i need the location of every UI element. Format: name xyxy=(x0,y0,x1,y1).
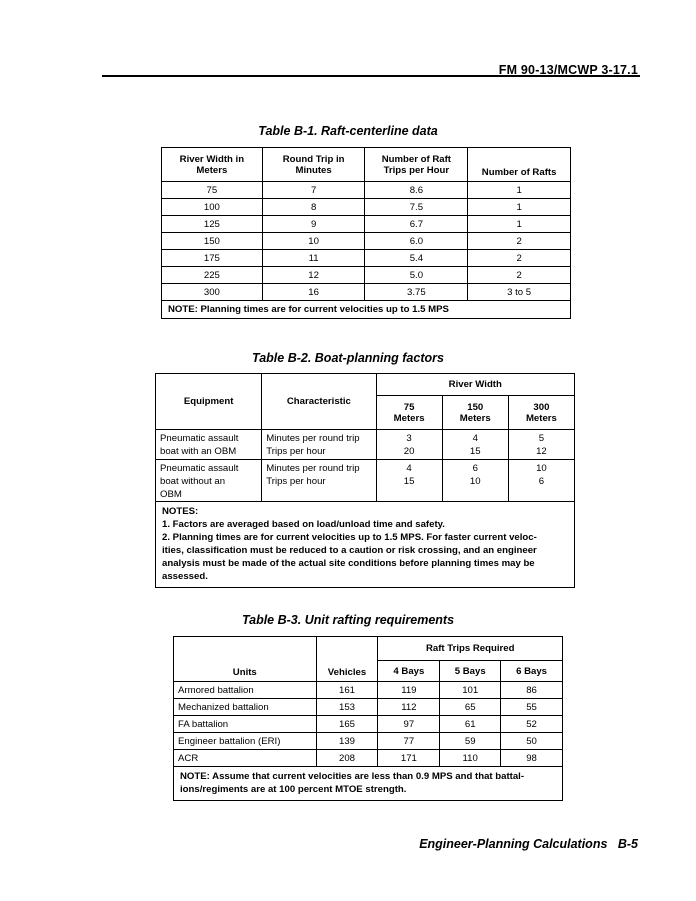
table-cell: 110 xyxy=(440,750,501,767)
table-cell: 101 xyxy=(440,682,501,699)
table-cell: 2 xyxy=(468,233,571,250)
table1-note: NOTE: Planning times are for current velocities up to 1.5 MPS xyxy=(162,301,571,319)
table-cell: 225 xyxy=(162,267,263,284)
table-row xyxy=(162,233,571,250)
table-cell: 119 xyxy=(378,682,440,699)
t3-header-vehicles: Vehicles xyxy=(316,637,378,682)
table-cell: 300 xyxy=(162,284,263,301)
table-cell: 3 to 5 xyxy=(468,284,571,301)
table3-caption: Table B-3. Unit rafting requirements xyxy=(241,613,455,627)
table-cell: 7 xyxy=(262,182,365,199)
table-cell: 9 xyxy=(262,216,365,233)
table-cell: 2 xyxy=(468,267,571,284)
table-cell: 55 xyxy=(501,699,563,716)
table-cell: 50 xyxy=(501,733,563,750)
table1-caption: Table B-1. Raft-centerline data xyxy=(258,124,438,138)
t2-equipment-obm: Pneumatic assault boat with an OBM xyxy=(156,430,262,460)
t1-header-num-rafts: Number of Rafts xyxy=(468,148,571,182)
table-cell: 5 12 xyxy=(508,430,574,460)
t2-header-300m: 300 Meters xyxy=(508,396,574,430)
table-cell: 125 xyxy=(162,216,263,233)
table-row xyxy=(174,682,563,699)
table-cell: Armored battalion xyxy=(174,682,317,699)
t3-header-6-bays: 6 Bays xyxy=(501,661,563,682)
table-cell: 12 xyxy=(262,267,365,284)
table-cell: 61 xyxy=(440,716,501,733)
table2 xyxy=(155,373,575,588)
table-row xyxy=(156,460,575,502)
t2-characteristics: Minutes per round trip Trips per hour xyxy=(262,460,376,502)
table-cell: Engineer battalion (ERI) xyxy=(174,733,317,750)
table-cell: 65 xyxy=(440,699,501,716)
table-cell: 3 20 xyxy=(376,430,442,460)
table-cell: 6 10 xyxy=(442,460,508,502)
table-cell: 161 xyxy=(316,682,378,699)
table-cell: 8.6 xyxy=(365,182,468,199)
table-row xyxy=(162,284,571,301)
table-cell: 175 xyxy=(162,250,263,267)
table-cell: 1 xyxy=(468,216,571,233)
table-cell: 86 xyxy=(501,682,563,699)
table-row xyxy=(174,699,563,716)
t2-characteristics: Minutes per round trip Trips per hour xyxy=(262,430,376,460)
t2-header-characteristic: Characteristic xyxy=(262,374,376,430)
table-cell: 10 6 xyxy=(508,460,574,502)
header-rule xyxy=(102,75,640,77)
table-cell: FA battalion xyxy=(174,716,317,733)
footer-section-title: Engineer-Planning Calculations xyxy=(419,837,608,851)
table-cell: 5.4 xyxy=(365,250,468,267)
table-cell: 11 xyxy=(262,250,365,267)
t2-header-150m: 150 Meters xyxy=(442,396,508,430)
table-cell: 7.5 xyxy=(365,199,468,216)
table-cell: 6.0 xyxy=(365,233,468,250)
table-cell: 75 xyxy=(162,182,263,199)
table-cell: 139 xyxy=(316,733,378,750)
t3-header-raft-trips: Raft Trips Required xyxy=(378,637,563,661)
t2-header-equipment: Equipment xyxy=(156,374,262,430)
table-cell: 208 xyxy=(316,750,378,767)
page-footer xyxy=(419,837,638,851)
table2-caption: Table B-2. Boat-planning factors xyxy=(252,351,444,365)
t3-header-5-bays: 5 Bays xyxy=(440,661,501,682)
table-row xyxy=(162,199,571,216)
table-cell: 77 xyxy=(378,733,440,750)
table-row xyxy=(162,182,571,199)
table-cell: 5.0 xyxy=(365,267,468,284)
page-number: B-5 xyxy=(617,837,638,851)
table-cell: 98 xyxy=(501,750,563,767)
table-row xyxy=(174,716,563,733)
table-cell: 1 xyxy=(468,199,571,216)
t2-header-river-width: River Width xyxy=(376,374,574,396)
t1-header-raft-trips: Number of Raft Trips per Hour xyxy=(365,148,468,182)
table-row xyxy=(162,216,571,233)
table2-notes: NOTES: 1. Factors are averaged based on load/unload time and safety. 2. Planning times are for current velocities up to 1.5 MPS. For faster current veloc- ities, classification must be reduced to a caution or risk crossing, and an engineer analysis must be made of the actual site conditions before planning times may be assessed. xyxy=(156,502,575,588)
table-cell: 10 xyxy=(262,233,365,250)
t1-header-river-width: River Width in Meters xyxy=(162,148,263,182)
table3-note: NOTE: Assume that current velocities are less than 0.9 MPS and that battal- ions/regiments are at 100 percent MTOE strength. xyxy=(174,767,563,801)
running-header: FM 90-13/MCWP 3-17.1 xyxy=(498,63,638,77)
t3-header-units: Units xyxy=(174,637,317,682)
t1-header-round-trip: Round Trip in Minutes xyxy=(262,148,365,182)
table-cell: 59 xyxy=(440,733,501,750)
table-cell: Mechanized battalion xyxy=(174,699,317,716)
table1 xyxy=(161,147,571,319)
table-row xyxy=(162,250,571,267)
table-cell: 97 xyxy=(378,716,440,733)
table-cell: 4 15 xyxy=(376,460,442,502)
table-cell: 165 xyxy=(316,716,378,733)
table-cell: 6.7 xyxy=(365,216,468,233)
table-cell: 153 xyxy=(316,699,378,716)
t3-header-4-bays: 4 Bays xyxy=(378,661,440,682)
t2-equipment-no-obm: Pneumatic assault boat without an OBM xyxy=(156,460,262,502)
table-cell: 150 xyxy=(162,233,263,250)
table3 xyxy=(173,636,563,801)
table-cell: 1 xyxy=(468,182,571,199)
t2-header-75m: 75 Meters xyxy=(376,396,442,430)
table-cell: 2 xyxy=(468,250,571,267)
table-row xyxy=(174,733,563,750)
table-cell: 8 xyxy=(262,199,365,216)
table-cell: 3.75 xyxy=(365,284,468,301)
table-cell: ACR xyxy=(174,750,317,767)
table-cell: 112 xyxy=(378,699,440,716)
table-cell: 171 xyxy=(378,750,440,767)
table-cell: 52 xyxy=(501,716,563,733)
table-row xyxy=(156,430,575,460)
table-cell: 100 xyxy=(162,199,263,216)
table-cell: 16 xyxy=(262,284,365,301)
table-cell: 4 15 xyxy=(442,430,508,460)
table-row xyxy=(174,750,563,767)
table-row xyxy=(162,267,571,284)
